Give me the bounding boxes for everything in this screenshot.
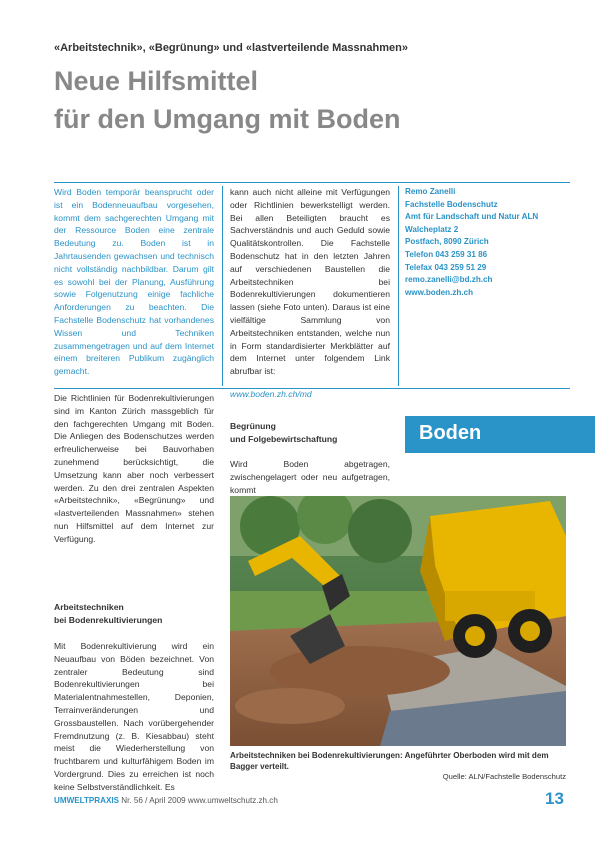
lead-paragraph: Wird Boden temporär beansprucht oder ist ein Bodenneuaufbau vorgesehen, kommt dem sachgerechten Umgang mit der Ressource Boden eine zentrale Bedeutung zu. Boden ist in Jahrtausenden gewachsen und technisch nicht vollständig nachbildbar. Darum gilt es sowohl bei der Planung, Ausführung sowie Folgenutzung einige fachliche Anforderungen zu beachten. Die Fachstelle Bodenschutz hat vorhandenes Wissen und Techniken zusammengetragen und auf dem Internet einem breiteren Publikum zugänglich gemacht. <box>54 187 214 377</box>
merkblatt-link[interactable]: www.boden.zh.ch/md <box>230 388 312 399</box>
footer-info: Nr. 56 / April 2009 www.umweltschutz.zh.ch <box>121 796 278 805</box>
contact-email[interactable]: remo.zanelli@bd.zh.ch <box>405 275 493 285</box>
section-label: Boden <box>419 422 482 444</box>
footer-brand: UMWELTPRAXIS <box>54 796 120 805</box>
intro-paragraph: Die Richtlinien für Bodenrekultivierungen sind im Kanton Zürich massgeblich für den fachgerechten Umgang mit Boden. Die Anliegen des Bodenschutzes werden erfreulicherweise bei Bauvorhaben zunehmend berücksichtigt, die Umsetzung kann aber noch verbessert werden. Zu den drei zentralen Aspekten «Arbeitstechnik», «Begrünung» und «lastverteilenden Massnahmen» stehen nun Hilfsmittel auf dem Internet zur Verfügung. <box>54 393 214 544</box>
column-divider-1 <box>222 186 223 386</box>
begruenung-body: Wird Boden abgetragen, zwischengelagert oder neu aufgetragen, kommt <box>230 459 390 495</box>
contact-office: Amt für Landschaft und Natur ALN <box>405 212 539 222</box>
top-rule <box>54 182 570 183</box>
column-divider-2 <box>398 186 399 386</box>
contact-fax: Telefax 043 259 51 29 <box>405 262 487 272</box>
excavator-photo <box>230 496 566 746</box>
heading-line-2: und Folgebewirtschaftung <box>230 433 338 444</box>
footer <box>54 796 278 805</box>
contact-phone: Telefon 043 259 31 86 <box>405 249 488 259</box>
contact-web[interactable]: www.boden.zh.ch <box>405 287 474 297</box>
contact-name: Remo Zanelli <box>405 187 456 196</box>
title-line-2: für den Umgang mit Boden <box>54 104 401 134</box>
photo-source: Quelle: ALN/Fachstelle Bodenschutz <box>442 772 566 781</box>
contact-city: Postfach, 8090 Zürich <box>405 237 489 247</box>
contact-unit: Fachstelle Bodenschutz <box>405 199 498 209</box>
section-heading-begruenung <box>230 420 390 446</box>
section-heading-arbeitstechniken <box>54 601 214 627</box>
photo-caption: Arbeitstechniken bei Bodenrekultivierungen: Angeführter Oberboden wird mit dem Bagger verteilt. <box>230 751 549 771</box>
heading-line-1: Arbeitstechniken <box>54 602 124 612</box>
title-line-1: Neue Hilfsmittel <box>54 66 259 96</box>
contact-block <box>405 186 570 299</box>
photo-illustration <box>230 496 566 746</box>
middle-rule <box>54 388 570 389</box>
column2-paragraph: kann auch nicht alleine mit Verfügungen oder Richtlinien bewerkstelligt werden. Bei allen Beteiligten braucht es Sachverständnis und auch Geduld sowie Qualitätskontrollen. Die Fachstelle Bodenschutz hat in den letzten Jahren auf verschiedenen Baustellen die Arbeitstechniken bei Bodenrekultivierungen dokumentieren lassen (siehe Foto unten). Daraus ist eine vielfältige Sammlung von Arbeitstechniken entstanden, welche nun in Form standardisierter Merkblätter auf dem Internet unter folgendem Link abrufbar ist: <box>230 187 390 377</box>
kicker-line: «Arbeitstechnik», «Begrünung» und «lastverteilende Massnahmen» <box>54 42 408 54</box>
heading-line-2: bei Bodenrekultivierungen <box>54 614 163 625</box>
page-title <box>54 62 554 138</box>
section-label-box <box>405 416 595 453</box>
arbeitstechniken-body: Mit Bodenrekultivierung wird ein Neuaufbau von Böden bezeichnet. Von zentraler Bedeutung sind Bodenrekultivierungen bei Materialentnahmestellen, Deponien, Terrainveränderungen und Grossbaustellen. Nach vorübergehender Fremdnutzung (z. B. Kiesabbau) steht meist die Wiederherstellung von fruchtbarem und kulturfähigem Boden im Vordergrund. Dies zu erreichen ist noch keine Selbstverständlichkeit. Es <box>54 641 214 792</box>
page-number: 13 <box>545 789 564 808</box>
heading-line-1: Begrünung <box>230 421 276 431</box>
intro-body <box>54 392 214 546</box>
contact-street: Walcheplatz 2 <box>405 224 459 234</box>
column2-top-text <box>230 186 390 401</box>
